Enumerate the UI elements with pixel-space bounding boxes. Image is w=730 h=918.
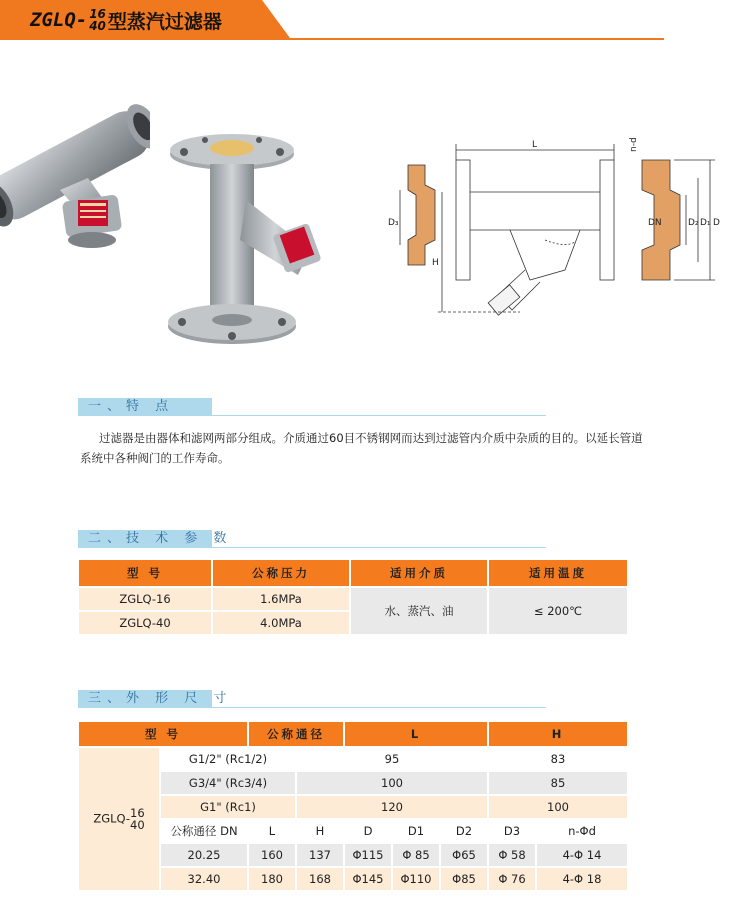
tech-temperature-cell: ≤ 200℃	[489, 588, 627, 634]
flange-header-d3: D3	[489, 820, 535, 842]
title-prefix: ZGLQ-	[30, 9, 88, 31]
tech-header-row	[79, 560, 627, 586]
section-tech-title: 二、技 术 参 数	[88, 531, 233, 546]
flange-header-h: H	[297, 820, 343, 842]
flange-cell: Φ145	[345, 868, 391, 890]
threaded-strainer-photo	[0, 80, 150, 270]
dims-header-dn: 公称通径	[249, 722, 343, 746]
flange-cell: Φ 85	[393, 844, 439, 866]
thread-l-cell: 100	[297, 772, 487, 794]
flange-cell: Φ115	[345, 844, 391, 866]
title-rule	[0, 38, 664, 40]
dims-header-h: H	[489, 722, 627, 746]
dim-dn-label: DN	[648, 218, 662, 228]
title-sup: 16	[89, 7, 106, 21]
title-suffix: 型蒸汽过滤器	[107, 10, 222, 33]
tech-pressure-cell: 4.0MPa	[213, 612, 349, 634]
flange-cell: 160	[249, 844, 295, 866]
thread-l-cell: 120	[297, 796, 487, 818]
dim-d3-label: D₃	[388, 218, 399, 228]
dims-model-sup: 16	[130, 806, 145, 820]
tech-pressure-cell: 1.6MPa	[213, 588, 349, 610]
flange-header-nd: n-Φd	[537, 820, 627, 842]
tech-medium-cell: 水、蒸汽、油	[351, 588, 487, 634]
flange-cell: Φ85	[441, 868, 487, 890]
dims-header-l: L	[345, 722, 487, 746]
dims-model-sub: 40	[130, 818, 145, 832]
dims-header-model: 型 号	[79, 722, 247, 746]
thread-dn-cell: G3/4" (Rc3/4)	[161, 772, 295, 794]
flange-cell: 20.25	[161, 844, 247, 866]
flange-header-d: D	[345, 820, 391, 842]
table-row	[79, 772, 627, 794]
tech-header-model: 型 号	[79, 560, 211, 586]
tech-header-medium: 适用介质	[351, 560, 487, 586]
table-row	[79, 588, 627, 610]
thread-h-cell: 100	[489, 796, 627, 818]
dims-model-prefix: ZGLQ-	[93, 811, 131, 826]
title-sub: 40	[89, 19, 106, 33]
tech-model-cell: ZGLQ-40	[79, 612, 211, 634]
flange-cell: 168	[297, 868, 343, 890]
flange-cell: 4-Φ 18	[537, 868, 627, 890]
dims-header-row	[79, 722, 627, 746]
thread-h-cell: 85	[489, 772, 627, 794]
thread-l-cell: 95	[297, 748, 487, 770]
flange-cell: 4-Φ 14	[537, 844, 627, 866]
dim-d-label: D	[713, 218, 720, 228]
dim-l-label: L	[532, 140, 538, 150]
section-dims-title: 三、外 形 尺 寸	[88, 691, 233, 706]
dim-h-label: H	[432, 258, 439, 268]
thread-h-cell: 83	[489, 748, 627, 770]
dim-nd-label: n-d	[629, 137, 639, 152]
tech-model-cell: ZGLQ-16	[79, 588, 211, 610]
flanged-strainer-photo	[160, 130, 335, 360]
title-fraction	[89, 8, 106, 32]
table-row	[79, 796, 627, 818]
flange-header-d2: D2	[441, 820, 487, 842]
dims-table	[77, 720, 629, 892]
thread-dn-cell: G1/2" (Rc1/2)	[161, 748, 295, 770]
table-row	[79, 868, 627, 890]
thread-dn-cell: G1" (Rc1)	[161, 796, 295, 818]
dim-d2-label: D₂	[688, 218, 699, 228]
flange-header-dn: 公称通径 DN	[161, 820, 247, 842]
flange-header-row	[79, 820, 627, 842]
technical-drawing	[380, 130, 725, 320]
flange-header-d1: D1	[393, 820, 439, 842]
dims-model-fraction	[130, 807, 145, 831]
features-paragraph: 过滤器是由器体和滤网两部分组成。介质通过60目不锈钢网而达到过滤管内介质中杂质的目的。以延长管道系统中各种阀门的工作寿命。	[80, 431, 643, 465]
table-row	[79, 844, 627, 866]
flange-cell: Φ 76	[489, 868, 535, 890]
flange-cell: Φ65	[441, 844, 487, 866]
tech-header-pressure: 公称压力	[213, 560, 349, 586]
dims-model-cell	[79, 748, 159, 890]
table-row	[79, 748, 627, 770]
flange-cell: 32.40	[161, 868, 247, 890]
dim-d1-label: D₁	[700, 218, 711, 228]
tech-header-temperature: 适用温度	[489, 560, 627, 586]
flange-header-l: L	[249, 820, 295, 842]
page-title	[30, 4, 222, 36]
flange-cell: Φ110	[393, 868, 439, 890]
section-features-title: 一、特 点	[88, 399, 175, 414]
flange-cell: Φ 58	[489, 844, 535, 866]
tech-table	[77, 558, 629, 636]
flange-cell: 137	[297, 844, 343, 866]
flange-cell: 180	[249, 868, 295, 890]
